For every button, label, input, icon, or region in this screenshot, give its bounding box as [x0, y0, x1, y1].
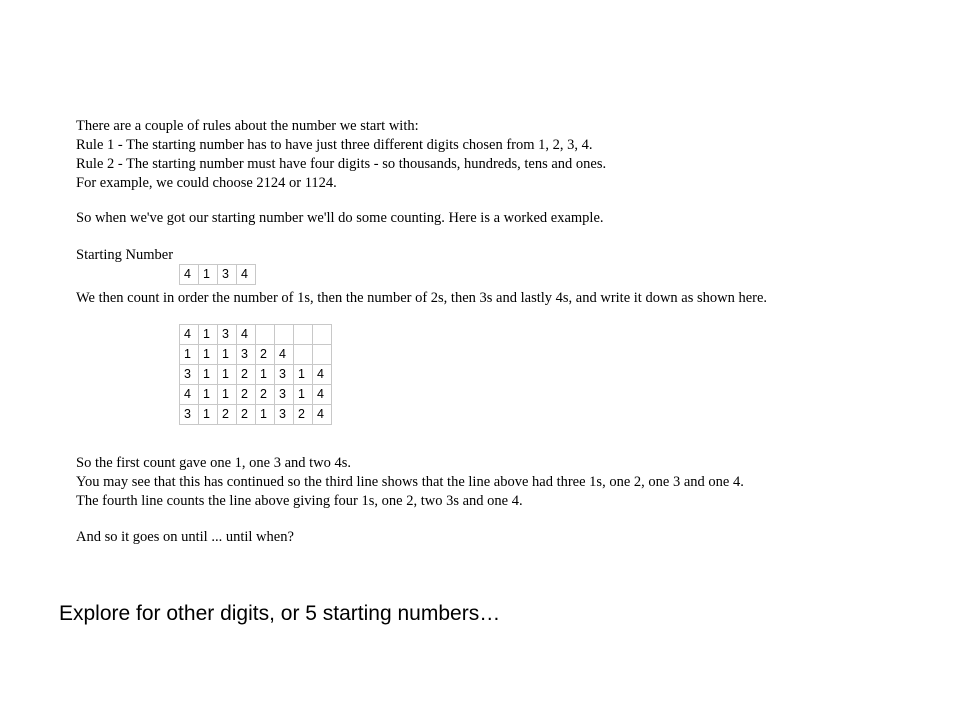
worked-grid-cell: 1: [256, 405, 275, 425]
worked-grid-cell: 4: [313, 365, 332, 385]
worked-grid-cell: 1: [218, 365, 237, 385]
worked-grid-cell: [256, 325, 275, 345]
explanation-line-1: So the first count gave one 1, one 3 and two 4s.: [76, 455, 352, 471]
worked-grid-cell: 2: [237, 385, 256, 405]
worked-grid-cell: 3: [275, 405, 294, 425]
rule-2-line: Rule 2 - The starting number must have four digits - so thousands, hundreds, tens and ones.: [76, 156, 607, 172]
intro-line-1: There are a couple of rules about the number we start with:: [76, 118, 419, 134]
worked-grid-cell: 1: [199, 365, 218, 385]
worked-grid-cell: 3: [275, 385, 294, 405]
worked-grid-cell: 1: [294, 365, 313, 385]
worked-grid-cell: 3: [180, 365, 199, 385]
worked-grid-cell: 3: [218, 325, 237, 345]
worked-grid-cell: 4: [275, 345, 294, 365]
starting-grid-cell: 4: [180, 265, 199, 285]
worked-grid-cell: 2: [237, 365, 256, 385]
worked-grid-cell: 2: [294, 405, 313, 425]
worked-grid-row: [180, 325, 332, 345]
closing-question-line: And so it goes on until ... until when?: [76, 529, 294, 545]
worked-grid-cell: [313, 325, 332, 345]
worked-grid-cell: 3: [237, 345, 256, 365]
example-line: For example, we could choose 2124 or 1124.: [76, 175, 337, 191]
worked-grid-cell: 1: [199, 325, 218, 345]
starting-number-label: Starting Number: [76, 247, 174, 263]
worked-grid-row: [180, 365, 332, 385]
starting-grid-cell: 4: [237, 265, 256, 285]
worked-grid-cell: 4: [313, 405, 332, 425]
worked-grid-cell: 1: [218, 345, 237, 365]
starting-grid-row: [180, 265, 256, 285]
worked-grid-cell: 1: [256, 365, 275, 385]
worked-grid-cell: 2: [256, 345, 275, 365]
rule-1-line: Rule 1 - The starting number has to have just three different digits chosen from 1, 2, 3, 4.: [76, 137, 593, 153]
worked-grid-row: [180, 345, 332, 365]
worked-grid-cell: 1: [199, 405, 218, 425]
worked-grid-row: [180, 405, 332, 425]
worked-grid-cell: 1: [199, 385, 218, 405]
worked-grid-cell: 4: [237, 325, 256, 345]
worked-grid-cell: 1: [199, 345, 218, 365]
worked-grid-cell: [275, 325, 294, 345]
worked-grid-cell: 1: [218, 385, 237, 405]
starting-number-grid: [179, 264, 256, 285]
worked-grid-row: [180, 385, 332, 405]
worked-grid-cell: [313, 345, 332, 365]
worked-grid-cell: 3: [275, 365, 294, 385]
explanation-line-2: You may see that this has continued so the third line shows that the line above had three 1s, one 2, one 3 and one 4.: [76, 474, 744, 490]
worked-grid-cell: 4: [313, 385, 332, 405]
worked-grid-cell: 1: [294, 385, 313, 405]
count-instruction-line: We then count in order the number of 1s, then the number of 2s, then 3s and lastly 4s, and write it down as shown here.: [76, 290, 768, 306]
worked-grid-cell: 2: [237, 405, 256, 425]
starting-grid-cell: 3: [218, 265, 237, 285]
counting-intro-line: So when we've got our starting number we'll do some counting. Here is a worked example.: [76, 210, 604, 226]
worked-grid-cell: 4: [180, 385, 199, 405]
worked-grid-cell: 1: [180, 345, 199, 365]
starting-grid-cell: 1: [199, 265, 218, 285]
worked-grid-cell: 2: [256, 385, 275, 405]
worked-grid-cell: 3: [180, 405, 199, 425]
worked-grid-cell: [294, 345, 313, 365]
worked-example-grid: [179, 324, 332, 425]
explanation-line-3: The fourth line counts the line above giving four 1s, one 2, two 3s and one 4.: [76, 493, 523, 509]
worked-grid-cell: 2: [218, 405, 237, 425]
worked-grid-cell: [294, 325, 313, 345]
slide-caption: Explore for other digits, or 5 starting numbers…: [59, 602, 501, 625]
worked-grid-cell: 4: [180, 325, 199, 345]
